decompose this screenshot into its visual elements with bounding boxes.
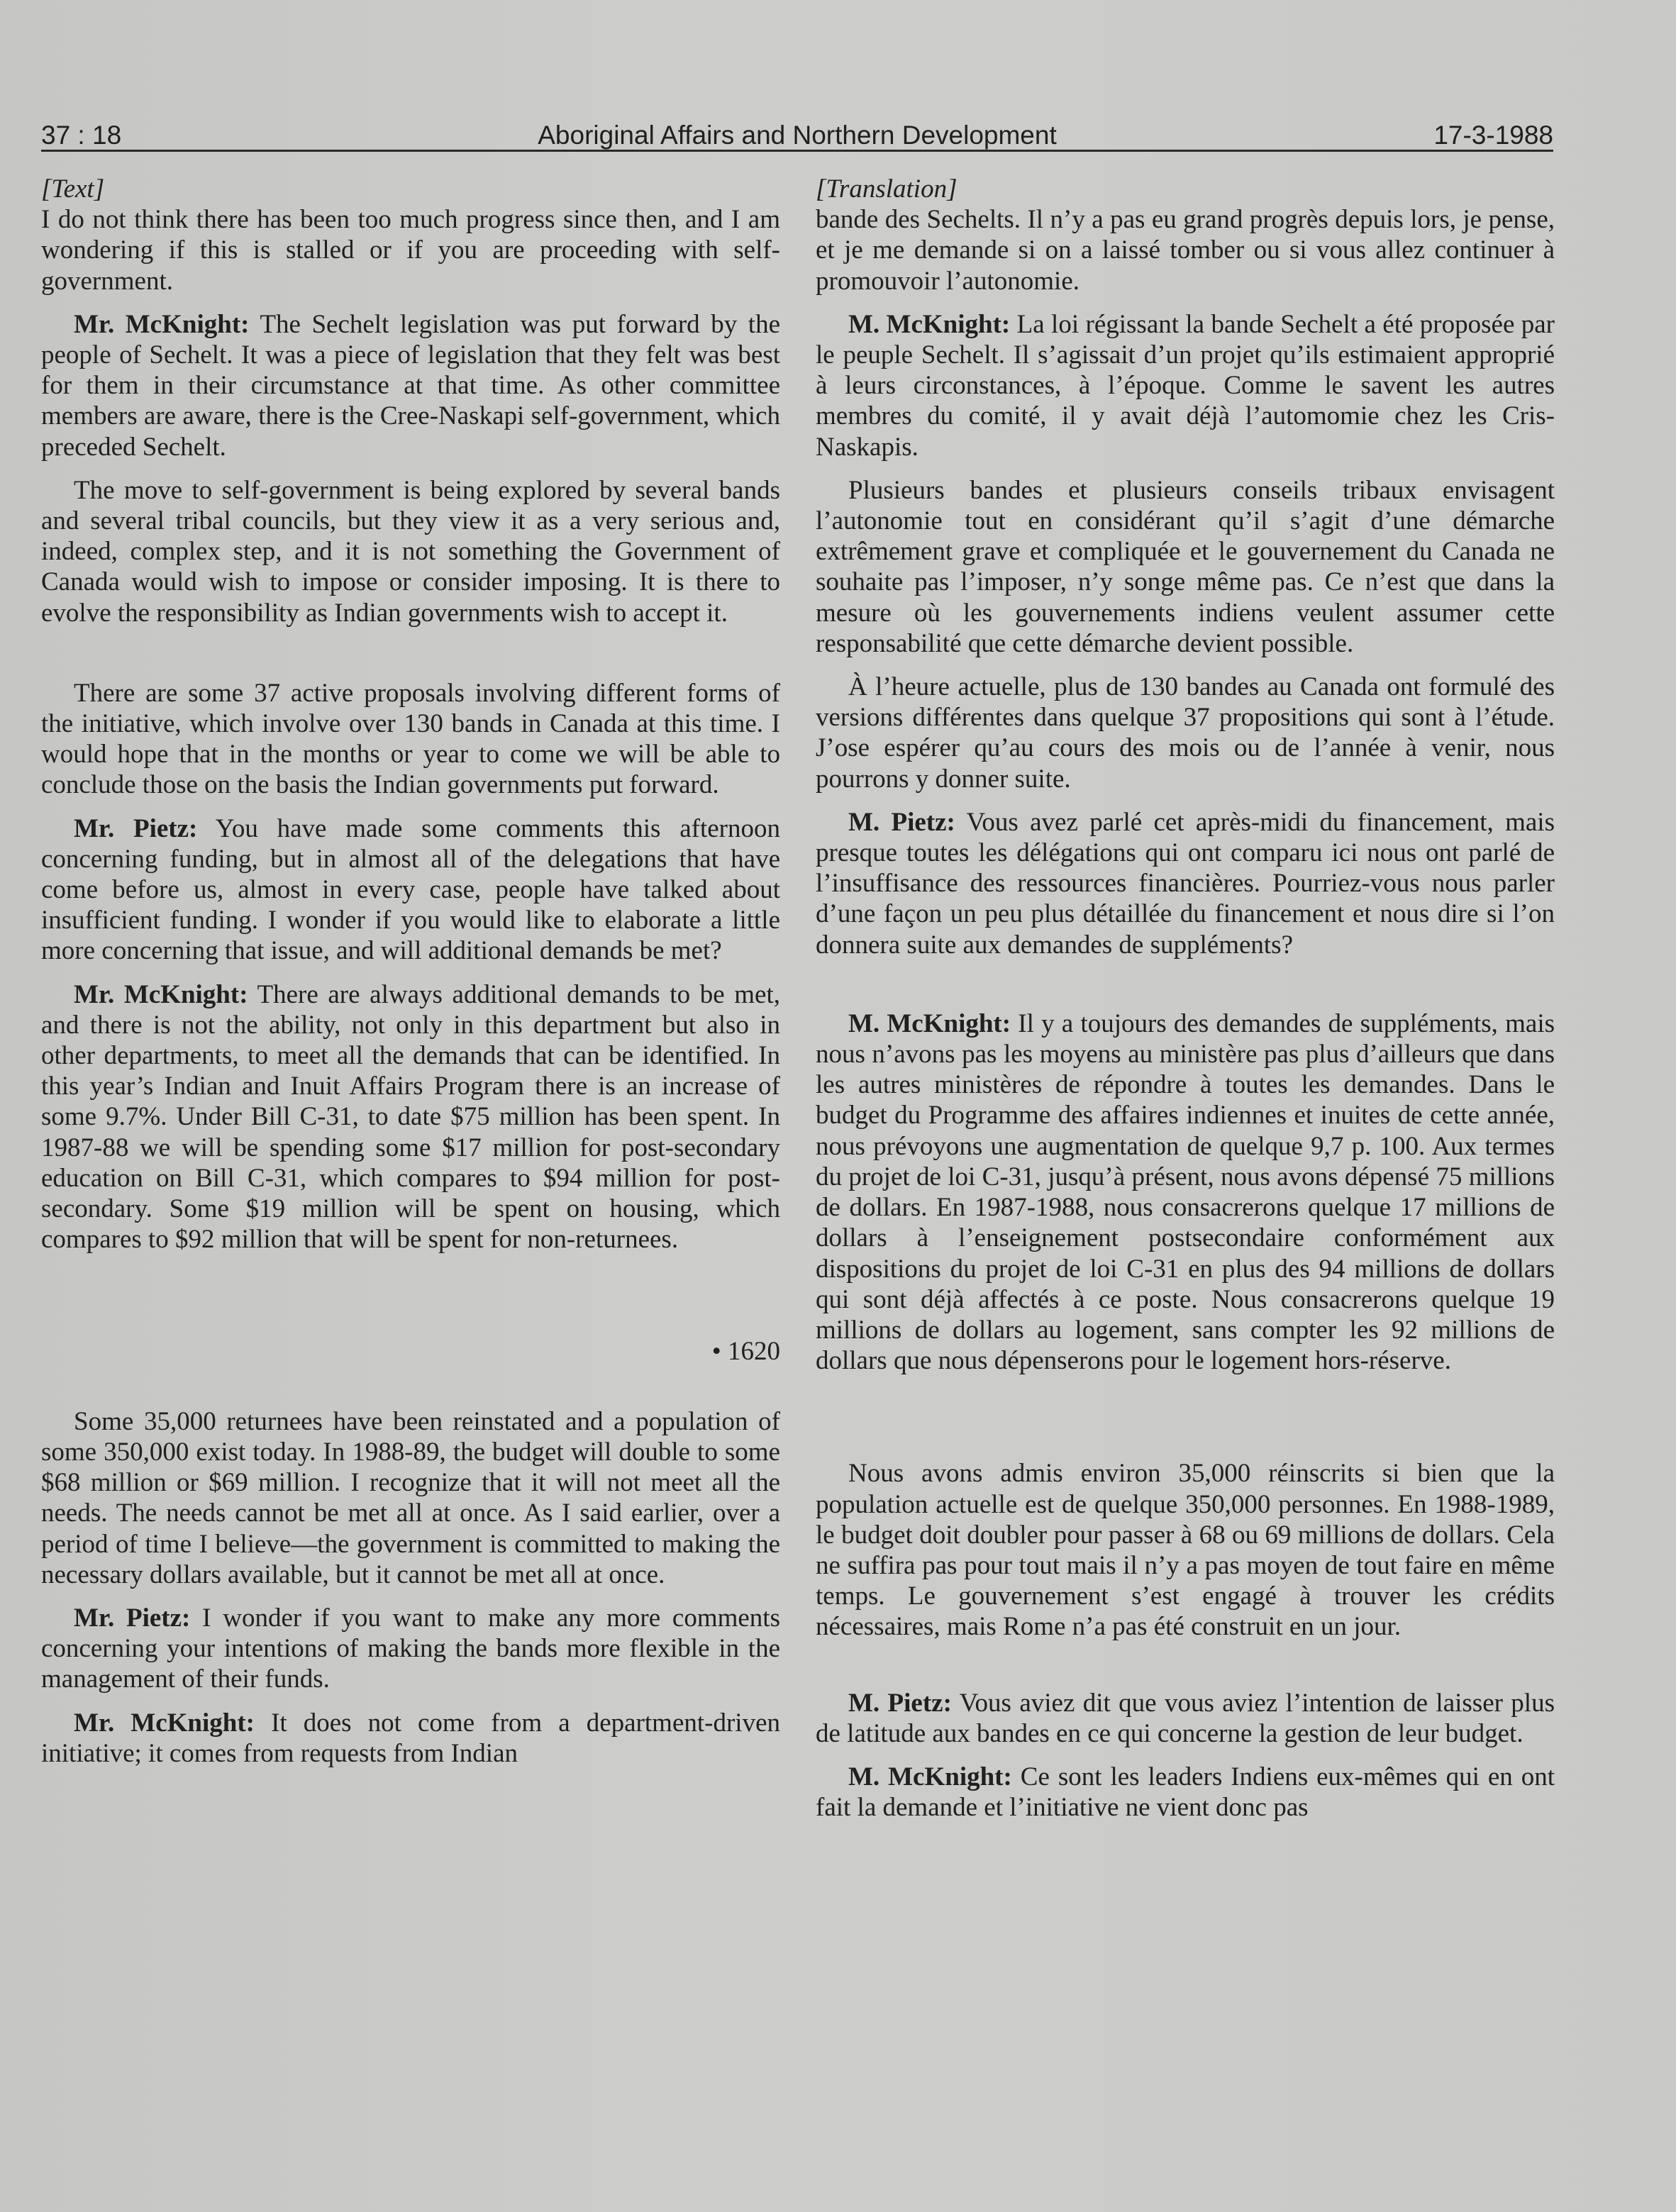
french-column bbox=[816, 174, 1555, 1835]
paragraph: I do not think there has been too much progress since then, and I am wondering if this is stalled or if you are proceeding with self-government. bbox=[41, 205, 780, 296]
speaker-name: M. McKnight: bbox=[848, 1008, 1011, 1038]
paragraph bbox=[41, 813, 780, 967]
paragraph: À l’heure actuelle, plus de 130 bandes au Canada ont formulé des versions différentes dans quelque 37 propositions qui sont à l’étude. J’ose espérer qu’au cours des mois ou de l’année à venir, nous pourrons y donner suite. bbox=[816, 672, 1555, 794]
paragraph bbox=[816, 1762, 1555, 1823]
speech-text: Vous avez parlé cet après-midi du financement, mais presque toutes les délégations qui ont comparu ici nous ont parlé de l’insuffisance des ressources financières. Pourriez-vous nous parler d’une façon un peu plus détaillée du financement et nous dire si l’on donnera suite aux demandes de suppléments? bbox=[816, 807, 1555, 960]
page-number: 37 : 18 bbox=[41, 121, 122, 150]
timestamp: • 1620 bbox=[711, 1336, 780, 1366]
speech-text: Il y a toujours des demandes de suppléments, mais nous n’avons pas les moyens au ministère pas plus d’ailleurs que dans les autres ministères de répondre à toutes les demandes. Dans le budget du Programme des affaires indiennes et inuites de cette année, nous prévoyons une augmentation de quelque 9,7 p. 100. Aux termes du projet de loi C-31, jusqu’à présent, nous avons dépensé 75 millions de dollars. En 1987-1988, nous consacrerons quelque 17 millions de dollars à l’enseignement postsecondaire conformément aux dispositions du projet de loi C-31 en plus des 94 millions de dollars qui sont déjà affectés à ce poste. Nous consacrerons quelque 19 millions de dollars au logement, sans compter les 92 millions de dollars que nous dépenserons pour le logement hors-réserve. bbox=[816, 1008, 1555, 1376]
paragraph bbox=[816, 807, 1555, 960]
speech-text: I wonder if you want to make any more comments concerning your intentions of making the bands more flexible in the management of their funds. bbox=[41, 1603, 780, 1694]
speaker-name: Mr. Pietz: bbox=[74, 1603, 191, 1633]
speech-text: It does not come from a department-driven initiative; it comes from requests from Indian bbox=[41, 1708, 780, 1768]
translation-label: [Translation] bbox=[816, 174, 958, 204]
paragraph: bande des Sechelts. Il n’y a pas eu grand progrès depuis lors, je pense, et je me demande si on a laissé tomber ou si vous allez continuer à promouvoir l’autonomie. bbox=[816, 205, 1555, 296]
paragraph: There are some 37 active proposals involving different forms of the initiative, which involve over 130 bands in Canada at this time. I would hope that in the months or year to come we will be able to conclude those on the basis the Indian governments put forward. bbox=[41, 678, 780, 800]
running-title: Aboriginal Affairs and Northern Development bbox=[538, 121, 1057, 150]
text-label: [Text] bbox=[41, 174, 105, 204]
paragraph bbox=[41, 1708, 780, 1769]
speech-text: Ce sont les leaders Indiens eux-mêmes qui en ont fait la demande et l’initiative ne vient donc pas bbox=[816, 1762, 1555, 1823]
speaker-name: M. Pietz: bbox=[848, 1688, 952, 1718]
paragraph bbox=[816, 309, 1555, 462]
speaker-name: M. McKnight: bbox=[848, 1762, 1012, 1791]
speech-text: There are always additional demands to be met, and there is not the ability, not only in this department but also in other departments, to meet all the demands that can be identified. In this year’s Indian and Inuit Affairs Program there is an increase of some 9.7%. Under Bill C-31, to date $75 million has been spent. In 1987-88 we will be spending some $17 million for post-secondary education on Bill C-31, which compares to $94 million for post-secondary. Some $19 million will be spent on housing, which compares to $92 million that will be spent for non-returnees. bbox=[41, 979, 780, 1255]
speaker-name: Mr. McKnight: bbox=[74, 309, 250, 339]
speaker-name: Mr. McKnight: bbox=[74, 1708, 255, 1738]
speech-text: La loi régissant la bande Sechelt a été proposée par le peuple Sechelt. Il s’agissait d’un projet qu’ils estimaient approprié à leurs circonstances, à l’époque. Comme le savent les autres membres du comité, il y avait déjà l’automomie chez les Cris-Naskapis. bbox=[816, 309, 1555, 462]
speaker-name: M. Pietz: bbox=[848, 807, 955, 837]
paragraph: Some 35,000 returnees have been reinstated and a population of some 350,000 exist today. In 1988-89, the budget will double to some $68 million or $69 million. I recognize that it will not meet all the needs. The needs cannot be met all at once. As I said earlier, over a period of time I believe—the government is committed to making the necessary dollars available, but it cannot be met all at once. bbox=[41, 1406, 780, 1589]
speaker-name: Mr. Pietz: bbox=[74, 813, 198, 843]
speech-text: You have made some comments this afternoon concerning funding, but in almost all of the delegations that have come before us, almost in every case, people have talked about insufficient funding. I wonder if you would like to elaborate a little more concerning that issue, and will additional demands be met? bbox=[41, 813, 780, 966]
speech-text: Vous aviez dit que vous aviez l’intention de laisser plus de latitude aux bandes en ce qui concerne la gestion de leur budget. bbox=[816, 1688, 1555, 1748]
header-date: 17-3-1988 bbox=[1433, 121, 1553, 150]
paragraph: The move to self-government is being explored by several bands and several tribal councils, but they view it as a very serious and, indeed, complex step, and it is not something the Government of Canada would wish to impose or consider imposing. It is there to evolve the responsibility as Indian governments wish to accept it. bbox=[41, 475, 780, 628]
header-rule bbox=[41, 150, 1553, 152]
speaker-name: Mr. McKnight: bbox=[74, 979, 248, 1009]
paragraph bbox=[41, 1603, 780, 1695]
paragraph bbox=[41, 309, 780, 462]
page-header bbox=[41, 116, 1553, 153]
paragraph bbox=[816, 1688, 1555, 1749]
speech-text: The Sechelt legislation was put forward by the people of Sechelt. It was a piece of legislation that they felt was best for them in their circumstance at that time. As other committee members are aware, there is the Cree-Naskapi self-government, which preceded Sechelt. bbox=[41, 309, 780, 462]
paragraph bbox=[816, 1008, 1555, 1376]
english-column bbox=[41, 174, 780, 1782]
paragraph: Plusieurs bandes et plusieurs conseils tribaux envisagent l’autonomie tout en considérant qu’il s’agit d’une démarche extrêmement grave et compliquée et le gouvernement du Canada ne souhaite pas l’imposer, n’y songe même pas. Ce n’est que dans la mesure où les gouvernements indiens veulent assumer cette responsabilité que cette démarche devient possible. bbox=[816, 475, 1555, 658]
paragraph bbox=[41, 979, 780, 1255]
speaker-name: M. McKnight: bbox=[848, 309, 1011, 339]
paragraph: Nous avons admis environ 35,000 réinscrits si bien que la population actuelle est de quelque 350,000 personnes. En 1988-1989, le budget doit doubler pour passer à 68 ou 69 millions de dollars. Cela ne suffira pas pour tout mais il n’y a pas moyen de tout faire en même temps. Le gouvernement s’est engagé à trouver les crédits nécessaires, mais Rome n’a pas été construit en un jour. bbox=[816, 1459, 1555, 1642]
